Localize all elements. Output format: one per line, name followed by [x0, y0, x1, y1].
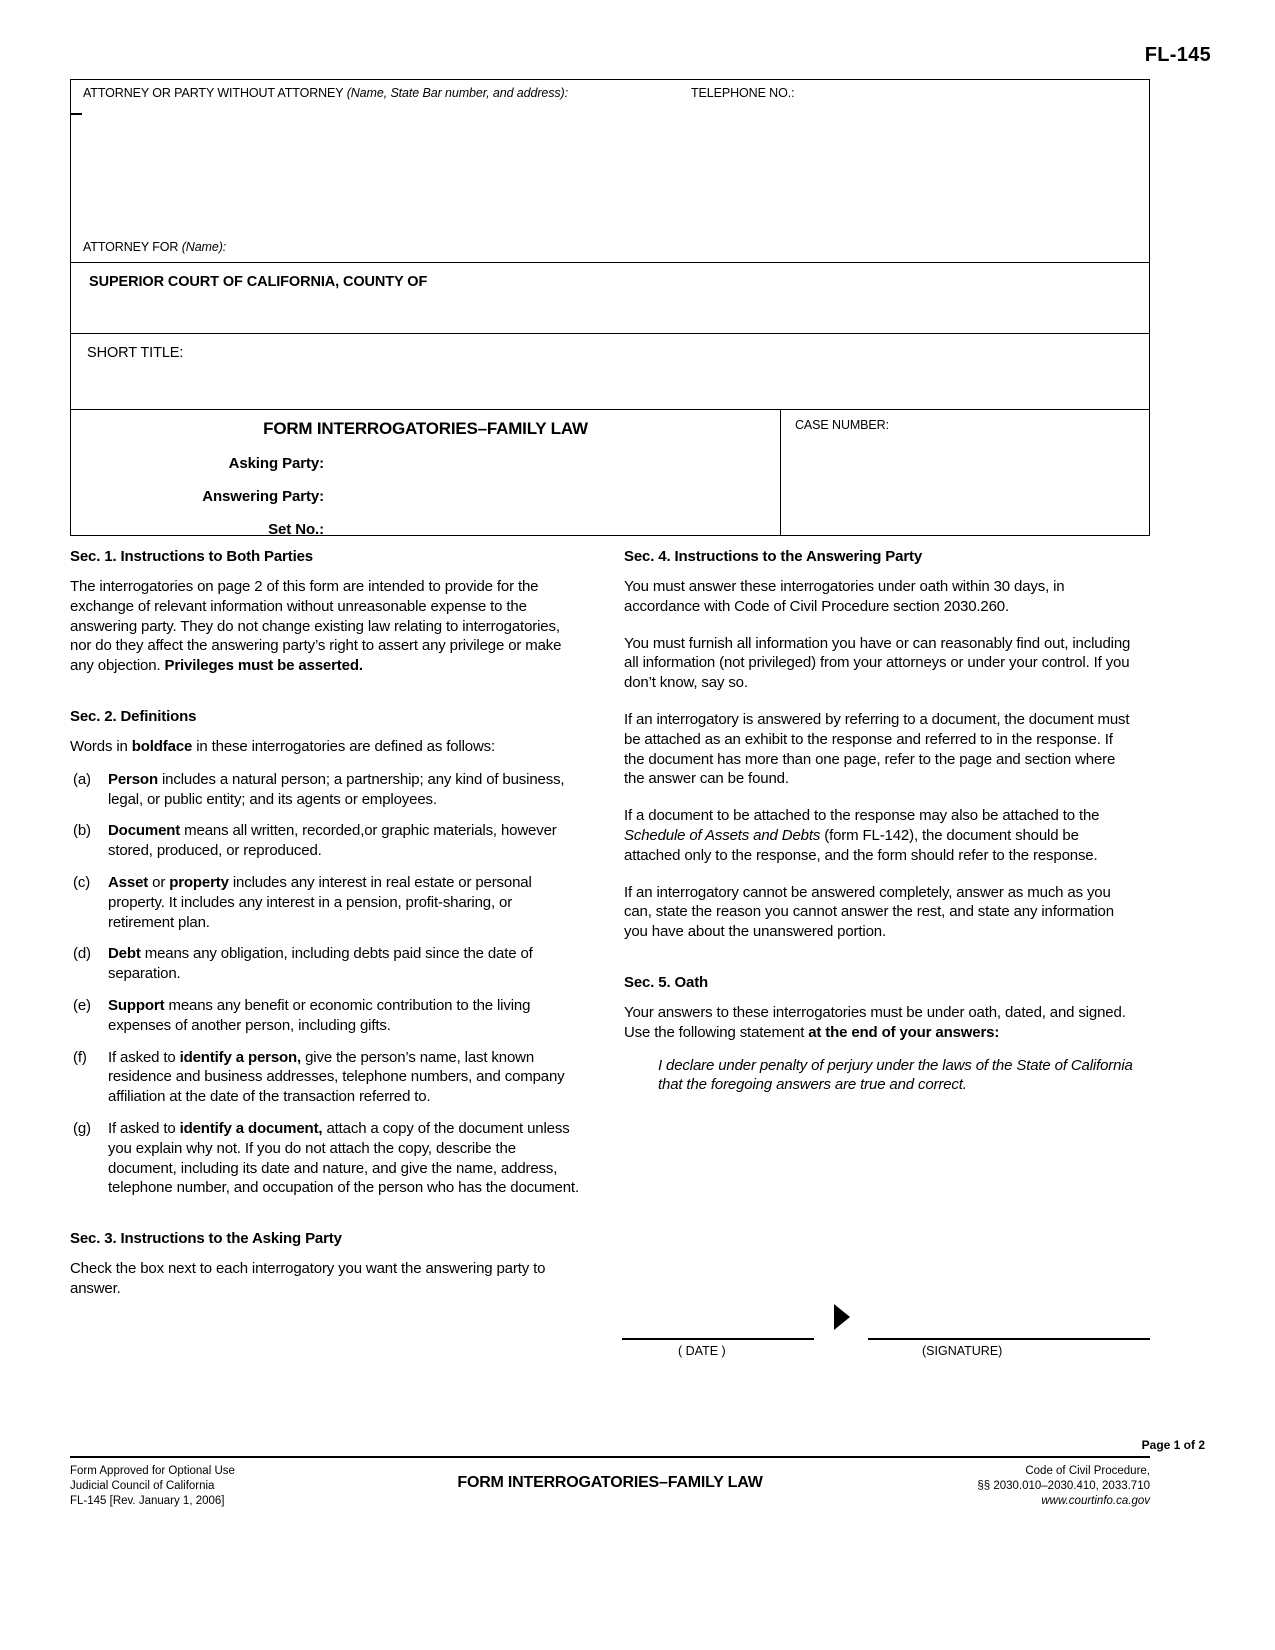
definition-item-a: [70, 770, 582, 810]
signature-arrow-icon: [834, 1304, 850, 1330]
sec5-heading: Sec. 5. Oath: [624, 973, 709, 991]
attorney-label: [83, 86, 568, 101]
definition-item-f: [70, 1048, 582, 1107]
sec5-body: [624, 1003, 1136, 1043]
definition-body: attach a copy of the document unless you explain why not. If you do not attach the copy, describe the document, including its date and nature, and give the name, address, telephone number, and occupation of the person who has the document.: [108, 1119, 579, 1197]
definition-term: Asset: [108, 873, 149, 891]
sec4-p4-suffix: (form FL-142), the document should be attached only to the response, and the form should refer to the response.: [624, 826, 1098, 864]
page-number: Page 1 of 2: [1141, 1438, 1205, 1452]
definition-prefix: If asked to: [108, 1048, 180, 1066]
footer-website: www.courtinfo.ca.gov: [1041, 1495, 1150, 1507]
definition-item-e: [70, 996, 582, 1036]
definition-marker: (d): [73, 945, 91, 963]
footer-right: [977, 1464, 1150, 1509]
sec4-paragraph-1: You must answer these interrogatories under oath within 30 days, in accordance with Code of Civil Procedure section 2030.260.: [624, 578, 1065, 615]
sec4-paragraph-4: [624, 806, 1136, 865]
definition-body: includes a natural person; a partnership; any kind of business, legal, or public entity; and its agents or employees.: [108, 770, 565, 808]
asking-party-label: Asking Party:: [228, 455, 324, 472]
sec2-intro-bold: boldface: [131, 737, 193, 755]
definition-text: [108, 1048, 582, 1107]
sec3-body: Check the box next to each interrogatory you want the answering party to answer.: [70, 1260, 546, 1297]
document-title: FORM INTERROGATORIES–FAMILY LAW: [263, 419, 588, 438]
footer-approval-line: Form Approved for Optional Use: [70, 1465, 235, 1477]
definition-term: Debt: [108, 945, 141, 963]
page-footer: [70, 1462, 1150, 1522]
sec4-paragraph-5: If an interrogatory cannot be answered completely, answer as much as you can, state the reason you cannot answer the rest, and state any information you have about the unanswered portion.: [624, 883, 1114, 941]
sec2-intro: [70, 737, 582, 757]
schedule-form-reference: Schedule of Assets and Debts: [624, 826, 821, 844]
attorney-for-label-italic: (Name):: [181, 240, 227, 254]
title-left-cell: [71, 410, 781, 538]
attorney-for-label-text: ATTORNEY FOR: [83, 240, 179, 254]
sec4-paragraph-2: You must furnish all information you have or can reasonably find out, including all information (not privileged) from your attorneys or under your control. If you don’t know, say so.: [624, 634, 1131, 692]
court-label: SUPERIOR COURT OF CALIFORNIA, COUNTY OF: [89, 274, 428, 290]
signature-rules: [622, 1338, 1150, 1340]
sec2-intro-suffix: in these interrogatories are defined as follows:: [192, 737, 496, 755]
sec3-heading: Sec. 3. Instructions to the Asking Party: [70, 1230, 342, 1248]
attorney-field-box[interactable]: [70, 79, 1150, 237]
short-title-label: SHORT TITLE:: [87, 345, 184, 361]
definition-term-alt: property: [169, 873, 229, 891]
definition-text: [108, 873, 582, 932]
definition-text: [108, 1119, 582, 1198]
set-no-label: Set No.:: [268, 521, 324, 538]
attorney-for-label: [83, 240, 226, 255]
right-column: [624, 548, 1136, 1316]
case-number-label: CASE NUMBER:: [795, 418, 889, 432]
sec2-intro-prefix: Words in: [70, 737, 132, 755]
sec1-body: [70, 577, 582, 676]
definition-item-c: [70, 873, 582, 932]
sec4-p4-prefix: If a document to be attached to the response may also be attached to the: [624, 807, 1100, 825]
signature-line[interactable]: [868, 1338, 1150, 1340]
footer-sections-line: §§ 2030.010–2030.410, 2033.710: [977, 1480, 1150, 1492]
definition-term: Person: [108, 770, 158, 788]
answering-party-label: Answering Party:: [202, 488, 324, 505]
definition-item-d: [70, 944, 582, 984]
definition-item-b: [70, 821, 582, 861]
attorney-for-box[interactable]: [70, 237, 1150, 262]
definition-body: means all written, recorded,or graphic materials, however stored, produced, or reproduced.: [108, 822, 557, 860]
footer-code-line: Code of Civil Procedure,: [1025, 1465, 1150, 1477]
definition-prefix: If asked to: [108, 1119, 180, 1137]
form-number: FL-145: [1144, 44, 1211, 66]
signature-label: (SIGNATURE): [922, 1344, 1003, 1358]
definition-conjunction: or: [148, 873, 170, 891]
date-line[interactable]: [622, 1338, 814, 1340]
sec4-paragraph-3: If an interrogatory is answered by referring to a document, the document must be attached as an exhibit to the response and referred to in the response. If the document has more than one page, refer to the page and section where the answer can be found.: [624, 710, 1130, 788]
caption-block: [70, 79, 1150, 536]
footer-divider: [70, 1456, 1150, 1458]
definition-marker: (b): [73, 822, 91, 840]
definition-body: means any benefit or economic contribution to the living expenses of another person, including gifts.: [108, 996, 531, 1034]
definition-body: give the person’s name, last known residence and business addresses, telephone numbers, and company affiliation at the date of the transaction referred to.: [108, 1048, 565, 1106]
definition-marker: (e): [73, 996, 91, 1014]
left-column: [70, 548, 582, 1316]
definition-body: includes any interest in real estate or personal property. It includes any interest in a pension, profit-sharing, or retirement plan.: [108, 873, 532, 931]
sec1-heading: Sec. 1. Instructions to Both Parties: [70, 548, 313, 565]
definition-text: [108, 770, 582, 810]
perjury-declaration: I declare under penalty of perjury under the laws of the State of California that the foregoing answers are true and correct.: [658, 1056, 1133, 1094]
definition-marker: (a): [73, 770, 91, 788]
footer-council-line: Judicial Council of California: [70, 1480, 215, 1492]
sec1-body-text: The interrogatories on page 2 of this form are intended to provide for the exchange of relevant information without unreasonable expense to the answering party. They do not change existing law relating to interrogatories, nor do they affect the answering party’s right to assert any privilege or make any objection.: [70, 578, 562, 675]
definition-item-g: [70, 1119, 582, 1198]
short-title-box[interactable]: [70, 334, 1150, 410]
sec1-body-bold: Privileges must be asserted.: [164, 657, 363, 675]
definition-text: [108, 944, 582, 984]
definition-term: identify a person,: [179, 1048, 302, 1066]
attorney-tick-mark: [71, 113, 82, 115]
definition-body: means any obligation, including debts paid since the date of separation.: [108, 945, 533, 983]
court-box[interactable]: [70, 262, 1150, 334]
definition-term: identify a document,: [179, 1119, 323, 1137]
case-number-cell[interactable]: [781, 410, 1149, 535]
definition-marker: (c): [73, 873, 91, 891]
definitions-list: [70, 770, 582, 1198]
definition-marker: (g): [73, 1119, 91, 1137]
sec2-heading: Sec. 2. Definitions: [70, 707, 197, 725]
sec5-body-bold: at the end of your answers:: [808, 1023, 1000, 1041]
body-columns: [70, 548, 1155, 1316]
attorney-label-italic: (Name, State Bar number, and address):: [346, 86, 568, 100]
sec5-body-prefix: Your answers to these interrogatories must be under oath, dated, and signed. Use the following statement: [624, 1003, 1126, 1041]
definition-text: [108, 996, 582, 1036]
definition-text: [108, 821, 582, 861]
sec4-heading: Sec. 4. Instructions to the Answering Party: [624, 548, 923, 565]
title-case-box: [70, 410, 1150, 536]
definition-marker: (f): [73, 1048, 87, 1066]
date-label: ( DATE ): [678, 1344, 726, 1358]
attorney-label-text: ATTORNEY OR PARTY WITHOUT ATTORNEY: [83, 86, 344, 100]
telephone-label: TELEPHONE NO.:: [691, 86, 795, 100]
footer-title: FORM INTERROGATORIES–FAMILY LAW: [457, 1474, 763, 1491]
footer-revision-line: FL-145 [Rev. January 1, 2006]: [70, 1495, 225, 1507]
definition-term: Document: [108, 822, 181, 840]
definition-term: Support: [108, 996, 165, 1014]
